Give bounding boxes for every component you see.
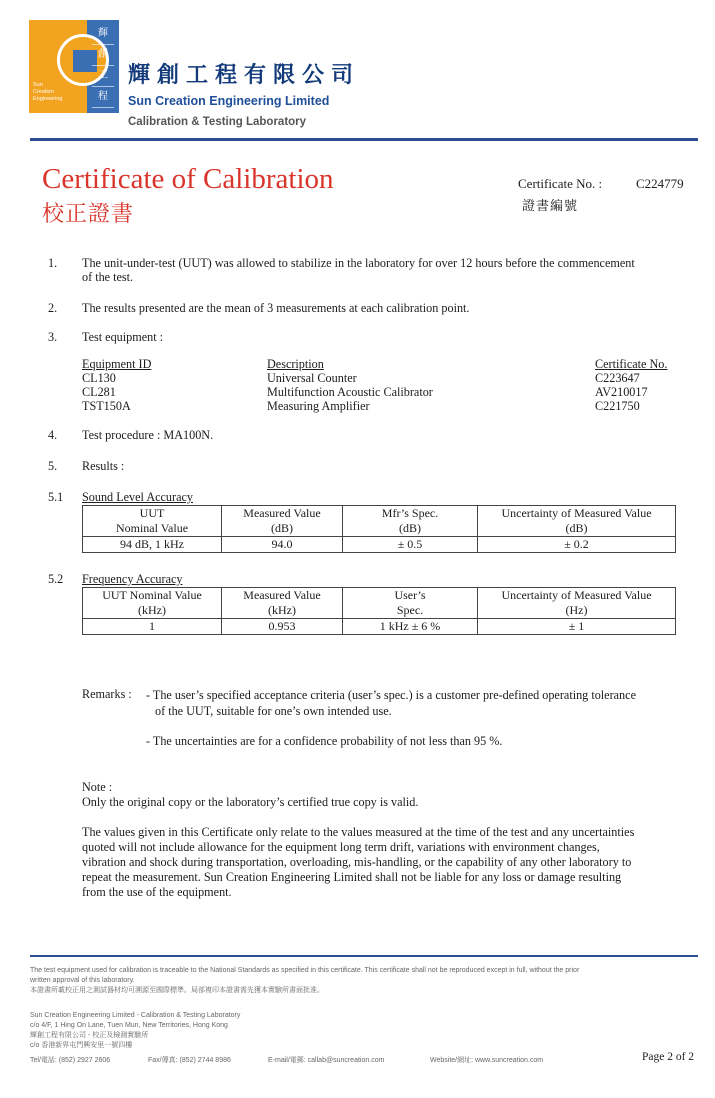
equipment-certificate-column <box>595 357 667 413</box>
item-text: Test procedure : MA100N. <box>82 428 214 442</box>
certificate-number-label-chinese: 證書編號 <box>522 198 579 213</box>
section-number: 5.1 <box>48 490 64 504</box>
equipment-id: TST150A <box>82 399 131 413</box>
section-title: Frequency Accuracy <box>82 572 183 586</box>
footer-email: E-mail/電郵: callab@suncreation.com <box>268 1057 385 1064</box>
footer-divider <box>30 955 698 957</box>
table-cell: 0.953 <box>222 619 343 635</box>
sound-level-table <box>82 505 676 553</box>
equipment-certificate: C223647 <box>595 371 640 385</box>
item-text: The unit-under-test (UUT) was allowed to stabilize in the laboratory for over 12 hours before the commencement of the test. <box>82 256 635 284</box>
liability-paragraph: The values given in this Certificate only relate to the values measured at the time of the test and any uncertainties quoted will not include allowance for the equipment long term drift, variations with environment changes, vibration and shock during transportation, overloading, mis-handling, or the capability of any other laboratory to repeat the measurement. Sun Creation Engineering Limited shall not be liable for any loss or damage resulting from the use of the equipment. <box>82 825 635 899</box>
company-logo <box>29 20 119 113</box>
note-text: Only the original copy or the laboratory’s certified true copy is valid. <box>82 795 419 809</box>
footer-disclaimer: The test equipment used for calibration is traceable to the National Standards as specified in this certificate. This certificate shall not be reproduced except in full, without the prior written approval of this laboratory. 本證書所載校正用之測試器材均可溯源至國際標準。局部複印本證書需先獲本實驗所書面批准。 <box>30 967 580 994</box>
table-cell: ± 0.2 <box>478 537 676 553</box>
table-header-cell: Uncertainty of Measured Value (Hz) <box>478 588 676 619</box>
frequency-table <box>82 587 676 635</box>
section-title: Sound Level Accuracy <box>82 490 194 504</box>
footer-fax: Fax/傳真: (852) 2744 8986 <box>148 1057 231 1064</box>
equipment-description-header: Description <box>267 357 324 371</box>
remarks-label: Remarks : <box>82 687 132 701</box>
equipment-id-column <box>82 357 151 413</box>
table-cell: 94.0 <box>222 537 343 553</box>
table-cell: ± 1 <box>478 619 676 635</box>
logo-english-text: Sun Creation Engineering <box>33 82 63 102</box>
note-label: Note : <box>82 780 113 794</box>
lab-name: Calibration & Testing Laboratory <box>128 116 307 128</box>
remark-uncertainty: - The uncertainties are for a confidence probability of not less than 95 %. <box>146 734 503 748</box>
footer-website: Website/網址: www.suncreation.com <box>430 1057 544 1064</box>
section-number: 5.2 <box>48 572 64 586</box>
item-number: 5. <box>48 459 58 473</box>
equipment-description: Multifunction Acoustic Calibrator <box>267 385 433 399</box>
company-name-chinese: 輝創工程有限公司 <box>128 62 361 87</box>
remark-acceptance: - The user’s specified acceptance criteria (user’s spec.) is a customer pre-defined operating tolerance of the UUT, suitable for one’s own intended use. <box>146 688 636 718</box>
footer-tel: Tel/電話: (852) 2927 2606 <box>30 1057 111 1064</box>
equipment-id-header: Equipment ID <box>82 357 152 371</box>
table-header-cell: User’s Spec. <box>343 588 478 619</box>
table-header-cell: Measured Value (kHz) <box>222 588 343 619</box>
footer-address: Sun Creation Engineering Limited - Calibration & Testing Laboratory c/o 4/F, 1 Hing On Lane, Tuen Mun, New Territories, Hong Kong 輝創工程有限公司 - 校正及檢測實驗所 c/o 香港新界屯門興安里一號四樓 <box>30 1012 241 1049</box>
item-number: 4. <box>48 428 58 442</box>
equipment-id: CL281 <box>82 385 116 399</box>
page-number: Page 2 of 2 <box>642 1051 695 1063</box>
table-row <box>83 619 676 635</box>
equipment-certificate: C221750 <box>595 399 640 413</box>
equipment-description: Measuring Amplifier <box>267 399 370 413</box>
table-header-cell: Uncertainty of Measured Value (dB) <box>478 506 676 537</box>
certificate-title: Certificate of Calibration <box>42 163 334 195</box>
table-cell: 94 dB, 1 kHz <box>83 537 222 553</box>
item-text: Test equipment : <box>82 330 164 344</box>
certificate-title-chinese: 校正證書 <box>42 201 135 226</box>
item-text: The results presented are the mean of 3 measurements at each calibration point. <box>82 301 470 315</box>
equipment-certificate: AV210017 <box>595 385 648 399</box>
table-header-cell: Mfr’s Spec. (dB) <box>343 506 478 537</box>
table-header-cell: Measured Value (dB) <box>222 506 343 537</box>
table-cell: 1 <box>83 619 222 635</box>
item-text: Results : <box>82 459 125 473</box>
table-row <box>83 537 676 553</box>
company-name-english: Sun Creation Engineering Limited <box>128 94 330 108</box>
equipment-certificate-header: Certificate No. <box>595 357 668 371</box>
table-header-row <box>83 506 676 537</box>
item-number: 1. <box>48 256 58 270</box>
equipment-description: Universal Counter <box>267 371 357 385</box>
table-cell: ± 0.5 <box>343 537 478 553</box>
table-header-row <box>83 588 676 619</box>
item-number: 2. <box>48 301 58 315</box>
item-number: 3. <box>48 330 58 344</box>
logo-chinese-text: 輝 創 工 程 <box>92 24 114 108</box>
certificate-number: C224779 <box>636 176 684 191</box>
certificate-number-label: Certificate No. : <box>518 176 603 191</box>
equipment-id: CL130 <box>82 371 116 385</box>
equipment-description-column <box>267 357 433 413</box>
header-divider <box>30 138 698 141</box>
table-cell: 1 kHz ± 6 % <box>343 619 478 635</box>
table-header-cell: UUT Nominal Value (kHz) <box>83 588 222 619</box>
table-header-cell: UUT Nominal Value <box>83 506 222 537</box>
